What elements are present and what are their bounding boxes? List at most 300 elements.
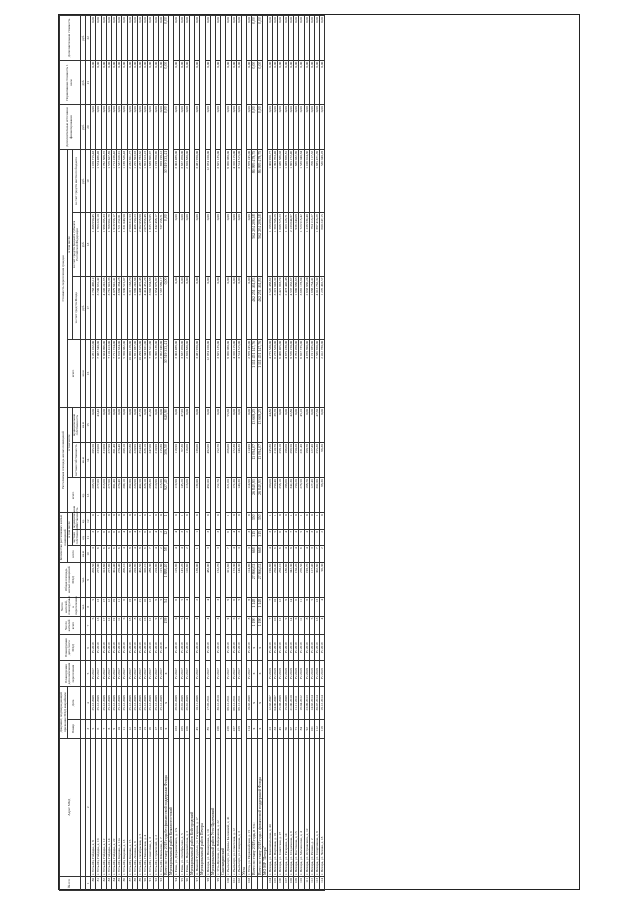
- table-cell: 0,00: [294, 105, 299, 150]
- table-cell: 15.03.2009: [283, 686, 288, 719]
- table-cell: 12 074 100,00: [205, 149, 210, 212]
- table-cell: 6 927 735,00: [299, 339, 304, 407]
- table-cell: 2 878 245,00: [247, 339, 252, 407]
- table-cell: x: [164, 686, 169, 719]
- table-cell: 21: [138, 597, 143, 616]
- table-cell: 402,50: [138, 562, 143, 597]
- table-cell: 4: [294, 546, 299, 562]
- table-cell: 25.12.2008: [101, 686, 106, 719]
- table-cell: 116,60: [184, 478, 189, 513]
- column-number: 4: [86, 686, 91, 719]
- table-cell: 1 608 725,23: [278, 213, 283, 276]
- table-cell: 7 711 724,00: [111, 339, 116, 407]
- table-cell: 186,60: [283, 443, 288, 478]
- table-cell: 25.12.2008: [106, 686, 111, 719]
- table-cell: 620,90: [164, 407, 169, 442]
- address-cell: Всего по этапу 2018 года без финансовой поддержки Фонда: [164, 738, 169, 876]
- table-cell: 2: [320, 546, 325, 562]
- table-cell: 0,00: [117, 407, 122, 442]
- table-cell: 0,00: [132, 105, 137, 150]
- table-cell: 6: [278, 529, 283, 545]
- table-cell: 19: [111, 597, 116, 616]
- header-plan-demolition: Планируемая дата сноса МКД: [60, 635, 81, 661]
- table-cell: 0,00: [106, 105, 111, 150]
- table-cell: x: [252, 719, 257, 738]
- table-cell: 14: [288, 597, 293, 616]
- table-cell: 2 075 856,48: [143, 213, 148, 276]
- table-cell: 3: [205, 529, 210, 545]
- table-cell: 276,50: [299, 562, 304, 597]
- table-cell: IV.2019: [138, 635, 143, 661]
- table-cell: 166: [184, 719, 189, 738]
- table-cell: 18: [158, 719, 163, 738]
- table-cell: 9: [226, 597, 231, 616]
- table-cell: 0,00: [247, 213, 252, 276]
- table-cell: 0,00: [148, 16, 153, 61]
- table-cell: IV.2018: [278, 661, 283, 687]
- table-cell: 0,00: [122, 105, 127, 150]
- table-cell: 0,00: [283, 105, 288, 150]
- table-cell: 0,00: [294, 16, 299, 61]
- table-cell: 6 466 405,00: [278, 339, 283, 407]
- table-cell: 0,00: [268, 105, 273, 150]
- table-cell: 4: [132, 529, 137, 545]
- table-cell: 198,70: [304, 443, 309, 478]
- table-cell: 17: [101, 616, 106, 635]
- table-cell: 6: [122, 597, 127, 616]
- table-cell: 8: [247, 616, 252, 635]
- table-cell: 0,00: [283, 60, 288, 105]
- table-cell: 30.12.2010: [216, 686, 221, 719]
- table-cell: 1: [179, 513, 184, 529]
- table-cell: 119: [320, 719, 325, 738]
- table-cell: 21.06.2010: [288, 686, 293, 719]
- address-cell: г. Печора, ул. Островского, д. 12: [304, 738, 309, 876]
- table-cell: 87: [127, 876, 132, 890]
- table-cell: 0,00: [226, 276, 231, 339]
- table-cell: 5 261 162,00: [91, 339, 96, 407]
- table-cell: 210,90: [153, 478, 158, 513]
- table-cell: 6: [299, 546, 304, 562]
- table-cell: 0: [278, 513, 283, 529]
- table-cell: 482,00: [205, 443, 210, 478]
- table-cell: 88: [132, 876, 137, 890]
- table-cell: 23.09.2013: [304, 686, 309, 719]
- table-cell: 17.05.2011: [205, 686, 210, 719]
- table-cell: IV.2019: [111, 635, 116, 661]
- table-cell: 7 376 511,00: [148, 339, 153, 407]
- table-cell: 927,40: [164, 478, 169, 513]
- table-cell: 0,00: [231, 105, 236, 150]
- table-cell: 301,40: [111, 443, 116, 478]
- table-cell: 4: [205, 616, 210, 635]
- table-cell: 0,00: [184, 60, 189, 105]
- unit-cell: кв.м: [80, 443, 85, 478]
- table-cell: 0,00: [106, 60, 111, 105]
- table-cell: IV.2017: [101, 661, 106, 687]
- table-cell: 3 825 135,00: [216, 149, 221, 212]
- table-cell: 0: [184, 513, 189, 529]
- address-cell: г. Усть-Ил, Гайдара, д. 12: [101, 738, 106, 876]
- column-number: 11: [86, 529, 91, 545]
- table-cell: 3 637 260,00: [179, 149, 184, 212]
- table-cell: 119,90: [174, 562, 179, 597]
- table-cell: 0,00: [231, 16, 236, 61]
- table-cell: 0,00: [216, 213, 221, 276]
- table-cell: 1: [268, 513, 273, 529]
- table-cell: 85: [205, 719, 210, 738]
- table-cell: 2 287 783,62: [138, 149, 143, 212]
- table-cell: 0,00: [91, 16, 96, 61]
- table-cell: 8 576 250,00: [288, 339, 293, 407]
- table-cell: 25.12.2008: [117, 686, 122, 719]
- table-cell: 14: [138, 719, 143, 738]
- table-cell: IV.2017: [174, 661, 179, 687]
- table-cell: 0,00: [268, 60, 273, 105]
- column-number: 19: [86, 149, 91, 212]
- table-cell: 4: [122, 546, 127, 562]
- table-cell: IV.2018: [309, 661, 314, 687]
- table-cell: 6: [117, 546, 122, 562]
- table-cell: 5 448 472,48: [138, 276, 143, 339]
- table-cell: 0,00: [158, 60, 163, 105]
- table-cell: 100: [226, 876, 231, 890]
- table-cell: 25.12.2008: [138, 686, 143, 719]
- table-cell: IV.2019: [278, 635, 283, 661]
- table-cell: 1 905 272,46: [288, 149, 293, 212]
- table-cell: 81: [96, 876, 101, 890]
- table-cell: 5: [179, 597, 184, 616]
- table-cell: 205,50: [91, 478, 96, 513]
- table-cell: 11: [117, 597, 122, 616]
- table-cell: 4 675 230,00: [283, 339, 288, 407]
- table-cell: 1 148: [257, 597, 262, 616]
- table-cell: 0,00: [205, 213, 210, 276]
- table-cell: 92: [153, 876, 158, 890]
- table-cell: 11: [122, 719, 127, 738]
- column-number: 6: [86, 635, 91, 661]
- table-cell: 119,90: [174, 478, 179, 513]
- table-cell: 270,40: [117, 562, 122, 597]
- table-cell: 836 032,69: [294, 149, 299, 212]
- table-cell: 0: [117, 513, 122, 529]
- table-cell: 0,00: [320, 60, 325, 105]
- table-cell: 16: [143, 597, 148, 616]
- table-cell: 15: [143, 719, 148, 738]
- table-cell: 0,00: [148, 105, 153, 150]
- table-cell: 258,10: [278, 478, 283, 513]
- table-cell: 936 240,68: [294, 213, 299, 276]
- table-cell: 0,00: [195, 60, 200, 105]
- address-cell: г. Ухта, ул. Первомайская, д. 15: [247, 738, 252, 876]
- table-cell: 0,00: [304, 407, 309, 442]
- table-cell: 0,00: [231, 213, 236, 276]
- address-cell: г. Печора, ул. Чехова, д. 18: [320, 738, 325, 876]
- address-cell: г. Печора, ул. Речная, д. 2: [309, 738, 314, 876]
- table-cell: 0,00: [101, 16, 106, 61]
- table-cell: 210,70: [273, 443, 278, 478]
- table-cell: 145,80: [268, 443, 273, 478]
- header-doc-date: Дата: [68, 686, 81, 719]
- table-cell: 33: [273, 719, 278, 738]
- table-cell: 29.01.2008: [184, 686, 189, 719]
- table-cell: 0,00: [106, 407, 111, 442]
- table-cell: 0,00: [158, 407, 163, 442]
- table-cell: 288,30: [148, 562, 153, 597]
- unit-cell: руб.: [80, 213, 85, 276]
- table-cell: 0: [309, 513, 314, 529]
- table-cell: 0,00: [184, 213, 189, 276]
- address-cell: г. Емва, ул. Дзержинского, д. 17а: [174, 738, 179, 876]
- unit-cell: ед.: [80, 478, 85, 513]
- table-cell: 536 040,28: [320, 149, 325, 212]
- table-cell: 6: [174, 616, 179, 635]
- table-cell: 276,50: [299, 478, 304, 513]
- table-cell: 1 406 150,23: [132, 213, 137, 276]
- table-cell: 0: [158, 513, 163, 529]
- header-cost-fund: за счет средств Фонда: [72, 276, 80, 339]
- header-rooms-in: в том числе: [68, 513, 73, 546]
- table-cell: IV.2019: [179, 635, 184, 661]
- table-cell: 186,60: [283, 562, 288, 597]
- table-cell: 326,10: [143, 443, 148, 478]
- table-cell: 0,00: [132, 16, 137, 61]
- table-cell: 27 866,02: [257, 562, 262, 597]
- table-cell: 2 412 780,00: [320, 339, 325, 407]
- table-cell: 4: [174, 529, 179, 545]
- address-cell: г. Усть-Ил, Гайдара, д. 14: [106, 738, 111, 876]
- table-cell: IV.2017: [231, 661, 236, 687]
- table-cell: 152,70: [216, 562, 221, 597]
- table-cell: 3: [309, 529, 314, 545]
- table-cell: x: [257, 661, 262, 687]
- table-cell: 4: [294, 529, 299, 545]
- table-cell: 4: [174, 546, 179, 562]
- table-cell: 3 481 950,00: [195, 149, 200, 212]
- table-cell: 2 473 446,48: [283, 276, 288, 339]
- table-cell: 1 768 962,79: [106, 213, 111, 276]
- table-cell: 0,00: [91, 60, 96, 105]
- table-cell: 0,00: [158, 105, 163, 150]
- table-cell: IV.2019: [143, 635, 148, 661]
- table-cell: 0,00: [174, 407, 179, 442]
- table-cell: 1 763 222,10: [96, 213, 101, 276]
- table-cell: 1: [195, 529, 200, 545]
- unit-cell: чел.: [80, 562, 85, 597]
- table-cell: 25.12.2008: [91, 686, 96, 719]
- table-cell: 45: [195, 719, 200, 738]
- table-cell: 4: [320, 616, 325, 635]
- table-cell: 3: [91, 529, 96, 545]
- table-cell: 0,00: [304, 60, 309, 105]
- table-cell: 25.12.2008: [148, 686, 153, 719]
- table-cell: 3 421 093,74: [278, 276, 283, 339]
- table-cell: 1 188 090,61: [268, 213, 273, 276]
- table-cell: IV.2019: [132, 635, 137, 661]
- table-cell: 145,20: [179, 478, 184, 513]
- table-cell: 0: [216, 513, 221, 529]
- table-cell: 3 003 488,00: [174, 149, 179, 212]
- table-cell: 1: [138, 513, 143, 529]
- table-cell: 4: [122, 529, 127, 545]
- table-cell: 0,00: [96, 16, 101, 61]
- table-cell: 4: [184, 597, 189, 616]
- table-cell: 2 783 496,12: [91, 276, 96, 339]
- table-cell: 25.12.2008: [132, 686, 137, 719]
- table-cell: 4: [283, 529, 288, 545]
- table-cell: IV.2017: [143, 661, 148, 687]
- table-cell: 198,70: [304, 562, 309, 597]
- table-cell: 0,00: [309, 60, 314, 105]
- table-cell: 0,00: [236, 276, 241, 339]
- table-cell: 4: [153, 546, 158, 562]
- table-cell: 9: [283, 616, 288, 635]
- table-cell: 0,00: [158, 16, 163, 61]
- table-cell: 4: [304, 529, 309, 545]
- table-cell: 0,00: [143, 16, 148, 61]
- column-number: 18: [86, 213, 91, 276]
- table-cell: 277,90: [106, 443, 111, 478]
- table-cell: 1 198 760,96: [153, 149, 158, 212]
- table-cell: 25.12.2008: [158, 686, 163, 719]
- table-cell: 30.07.2014: [314, 686, 319, 719]
- section-title: Муниципальный район Усть-Цилемский: [210, 16, 215, 877]
- table-cell: 0,00: [164, 213, 169, 276]
- table-cell: 8: [288, 546, 293, 562]
- table-cell: 5: [299, 529, 304, 545]
- address-cell: г. Усть-Ил, Кирова, д. 13: [122, 738, 127, 876]
- table-cell: 5: [273, 529, 278, 545]
- table-cell: 2 962 946,00: [158, 339, 163, 407]
- table-cell: 0,00: [164, 276, 169, 339]
- address-cell: г. Усть-Ил, Советская, д. 3: [148, 738, 153, 876]
- table-cell: 86 995 479,75: [252, 149, 257, 212]
- unit-cell: руб.: [80, 16, 85, 61]
- table-cell: 0: [195, 513, 200, 529]
- table-cell: 1 190: [252, 616, 257, 635]
- section-title: Муниципальный район Печора: [200, 16, 205, 877]
- table-cell: 140,30: [236, 443, 241, 478]
- table-cell: 2 500 312,53: [127, 213, 132, 276]
- table-cell: 0,00: [226, 16, 231, 61]
- table-cell: 10.11.2006: [195, 686, 200, 719]
- column-number: 15: [86, 407, 91, 442]
- table-cell: 12: [148, 597, 153, 616]
- table-cell: 0,00: [184, 407, 189, 442]
- table-cell: 3 514 515,00: [236, 339, 241, 407]
- table-cell: 4: [268, 546, 273, 562]
- table-cell: 85: [117, 876, 122, 890]
- table-cell: 6: [101, 529, 106, 545]
- column-number: 20: [86, 105, 91, 150]
- table-cell: 0: [143, 513, 148, 529]
- table-cell: 1 308 950,45: [91, 213, 96, 276]
- table-cell: 190,60: [268, 562, 273, 597]
- table-cell: 0: [294, 513, 299, 529]
- table-cell: 4 978 390,00: [304, 339, 309, 407]
- table-cell: 0: [236, 513, 241, 529]
- table-cell: 227: [231, 719, 236, 738]
- table-cell: 16: [143, 616, 148, 635]
- table-cell: IV.2019: [226, 635, 231, 661]
- table-cell: 4 316 115,00: [231, 149, 236, 212]
- table-cell: 7: [268, 597, 273, 616]
- table-cell: 0,00: [153, 16, 158, 61]
- table-cell: 5: [179, 616, 184, 635]
- table-cell: 47,70: [138, 407, 143, 442]
- rotated-table-page: [59, 15, 581, 891]
- table-cell: 209,10: [122, 478, 127, 513]
- table-cell: 0,00: [153, 407, 158, 442]
- table-cell: 3: [216, 546, 221, 562]
- header-planned-date: Планируемая дата окончания переселения: [60, 661, 81, 687]
- table-cell: 6 918 634,00: [117, 339, 122, 407]
- table-cell: 0,00: [257, 105, 262, 150]
- resettlement-table: [59, 15, 325, 891]
- column-number: 9: [86, 562, 91, 597]
- table-cell: 5: [309, 597, 314, 616]
- table-cell: 54: [164, 597, 169, 616]
- table-cell: 190,60: [268, 478, 273, 513]
- table-cell: 5: [236, 597, 241, 616]
- header-cost-local: за счет средств местного бюджета: [72, 149, 80, 212]
- table-cell: 0,00: [111, 16, 116, 61]
- table-cell: IV.2018: [299, 661, 304, 687]
- table-cell: IV.2018: [273, 661, 278, 687]
- table-cell: 29.01.2008: [174, 686, 179, 719]
- table-cell: 25.12.2008: [111, 686, 116, 719]
- table-cell: 462 251 461,83: [257, 276, 262, 339]
- table-cell: 6: [273, 546, 278, 562]
- table-cell: 6: [226, 529, 231, 545]
- table-cell: 19.04.2012: [299, 686, 304, 719]
- table-cell: IV.2017: [138, 661, 143, 687]
- table-cell: IV.2019: [91, 635, 96, 661]
- table-cell: 13: [96, 597, 101, 616]
- table-cell: 4: [132, 546, 137, 562]
- table-cell: 258,10: [278, 562, 283, 597]
- table-cell: 25.12.2008: [96, 686, 101, 719]
- table-cell: 115,80: [158, 562, 163, 597]
- table-header: [60, 16, 91, 891]
- table-cell: 13: [96, 616, 101, 635]
- address-cell: г. Усть-Ил, Пионерская, д. 4: [143, 738, 148, 876]
- table-cell: 6: [122, 616, 127, 635]
- table-cell: IV.2019: [231, 635, 236, 661]
- header-cost-region: за счет средств бюджета субъекта Российской Федерации: [72, 213, 80, 276]
- table-cell: 0,00: [101, 105, 106, 150]
- table-cell: 277,90: [106, 478, 111, 513]
- table-cell: 0,00: [117, 60, 122, 105]
- table-cell: IV.2017: [195, 661, 200, 687]
- address-cell: г. Емва, ул. Первомайская, д. 3: [184, 738, 189, 876]
- table-cell: 4: [320, 597, 325, 616]
- table-cell: 2: [184, 529, 189, 545]
- table-cell: 4 245 241,95: [101, 276, 106, 339]
- table-cell: 0,00: [122, 407, 127, 442]
- table-cell: IV.2019: [117, 635, 122, 661]
- table-cell: 105: [273, 876, 278, 890]
- table-cell: 5: [91, 719, 96, 738]
- table-cell: IV.2019: [309, 635, 314, 661]
- document-sheet: [58, 14, 580, 890]
- table-cell: 139,00: [195, 562, 200, 597]
- table-cell: 84: [111, 876, 116, 890]
- table-cell: 47,50: [314, 407, 319, 442]
- table-cell: 482,00: [205, 478, 210, 513]
- table-cell: 258,10: [278, 443, 283, 478]
- table-cell: 1 255 593,93: [132, 149, 137, 212]
